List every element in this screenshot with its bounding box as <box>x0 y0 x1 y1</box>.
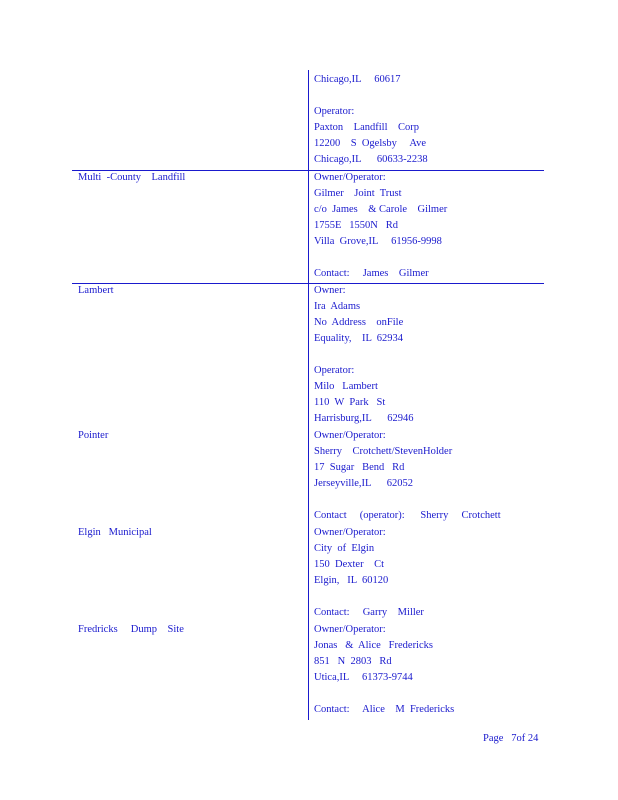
contact-line: Owner/Operator: <box>314 430 386 441</box>
contact-line: Contact: Garry Miller <box>314 607 424 618</box>
contact-line: 12200 S Ogelsby Ave <box>314 138 427 149</box>
column-divider <box>308 70 309 720</box>
contact-line: Chicago,IL 60617 <box>314 74 401 85</box>
contact-line: Contact: Alice M Fredericks <box>314 704 455 715</box>
contact-block <box>314 428 544 524</box>
contact-block <box>314 72 544 168</box>
contact-line: Elgin, IL 60120 <box>314 575 389 586</box>
contact-block <box>314 622 544 718</box>
contact-line: Paxton Landfill Corp <box>314 122 419 133</box>
contact-line: Villa Grove,IL 61956-9998 <box>314 236 442 247</box>
contact-line: Gilmer Joint Trust <box>314 188 402 199</box>
contact-line: Jerseyville,IL 62052 <box>314 478 414 489</box>
contact-line: 110 W Park St <box>314 397 386 408</box>
contact-line <box>314 686 544 702</box>
site-name: Pointer <box>78 430 109 441</box>
contact-line <box>314 88 544 104</box>
contact-line: No Address onFile <box>314 317 404 328</box>
contact-line: Owner: <box>314 285 346 296</box>
contact-line: 17 Sugar Bend Rd <box>314 462 405 473</box>
contact-line: Equality, IL 62934 <box>314 333 404 344</box>
contact-line: Milo Lambert <box>314 381 378 392</box>
contact-line: Owner/Operator: <box>314 527 386 538</box>
site-name: Multi -County Landfill <box>78 172 186 183</box>
contact-line: Jonas & Alice Fredericks <box>314 640 433 651</box>
contact-line <box>314 250 544 266</box>
contact-line: c/o James & Carole Gilmer <box>314 204 448 215</box>
page-number: Page 7of 24 <box>483 733 539 744</box>
contact-line: Contact (operator): Sherry Crotchett <box>314 510 501 521</box>
contact-line: Owner/Operator: <box>314 624 386 635</box>
contact-line: Contact: James Gilmer <box>314 268 429 279</box>
contact-line: Sherry Crotchett/StevenHolder <box>314 446 453 457</box>
contact-line: Ira Adams <box>314 301 361 312</box>
contact-line <box>314 492 544 508</box>
contact-block <box>314 283 544 427</box>
contact-block <box>314 170 544 282</box>
contact-line: Utica,IL 61373-9744 <box>314 672 413 683</box>
contact-line: Operator: <box>314 365 355 376</box>
site-name: Lambert <box>78 285 114 296</box>
contact-line: 851 N 2803 Rd <box>314 656 392 667</box>
site-name: Fredricks Dump Site <box>78 624 184 635</box>
contact-block <box>314 525 544 621</box>
site-name: Elgin Municipal <box>78 527 152 538</box>
contact-line: Harrisburg,IL 62946 <box>314 413 414 424</box>
contact-line <box>314 589 544 605</box>
contact-line: 150 Dexter Ct <box>314 559 384 570</box>
contact-line: Operator: <box>314 106 355 117</box>
contact-line: 1755E 1550N Rd <box>314 220 398 231</box>
contact-line: Owner/Operator: <box>314 172 386 183</box>
contact-line: Chicago,IL 60633-2238 <box>314 154 428 165</box>
contact-line <box>314 347 544 363</box>
contact-line: City of Elgin <box>314 543 375 554</box>
